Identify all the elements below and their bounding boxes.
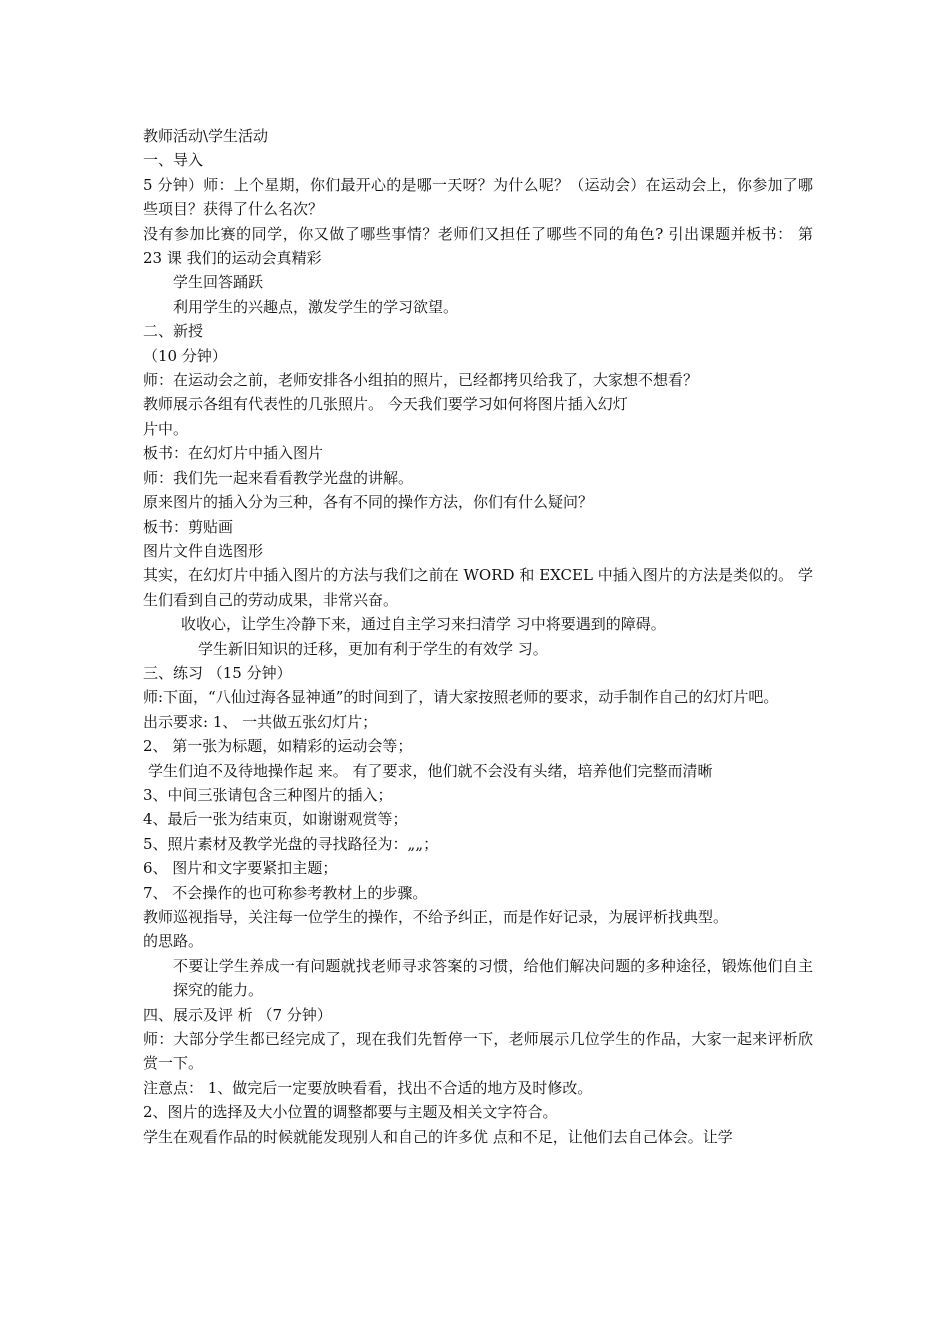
paragraph: 的思路。 (143, 932, 204, 951)
paragraph: 师:下面，“八仙过海各显神通”的时间到了，请大家按照老师的要求，动手制作自己的幻灯片吧。 (143, 688, 779, 707)
paragraph: 注意点： 1、做完后一定要放映看看，找出不合适的地方及时修改。 (143, 1078, 593, 1097)
column-heading: 教师活动\学生活动 (143, 127, 269, 145)
paragraph: 出示要求: 1、 一共做五张幻灯片； (143, 712, 378, 731)
section-heading-practice: 三、练习 （15 分钟） (143, 663, 292, 682)
paragraph: 教师展示各组有代表性的几张照片。 今天我们要学习如何将图片插入幻灯 (143, 395, 628, 414)
section-heading-show: 四、展示及评 析 （7 分钟） (143, 1005, 332, 1024)
paragraph: 6、 图片和文字要紧扣主题； (143, 859, 338, 878)
document-body (143, 124, 813, 1149)
paragraph: 板书：剪贴画 (143, 517, 234, 536)
paragraph: 学生们迫不及待地操作起 来。 有了要求，他们就不会没有头绪，培养他们完整而清晰 (148, 761, 713, 780)
paragraph: 不要让学生养成一有问题就找老师寻求答案的习惯，给他们解决问题的多种途径，锻炼他们自主探究的能力。 (173, 956, 813, 1000)
paragraph: 其实，在幻灯片中插入图片的方法与我们之前在 WORD 和 EXCEL 中插入图片的方法是类似的。 学生们看到自己的劳动成果，非常兴奋。 (143, 566, 813, 609)
paragraph: 5 分钟）师：上个星期，你们最开心的是哪一天呀？为什么呢？（运动会）在运动会上，你参加了哪些项目？获得了什么名次？ (143, 175, 813, 219)
paragraph: 利用学生的兴趣点，激发学生的学习欲望。 (173, 297, 459, 316)
paragraph: 4、最后一张为结束页，如谢谢观赏等； (143, 810, 408, 829)
paragraph: 7、 不会操作的也可称参考教材上的步骤。 (143, 883, 428, 902)
paragraph: 3、中间三张请包含三种图片的插入； (143, 785, 393, 804)
section-heading-new: 二、新授 (143, 322, 204, 341)
paragraph: 原来图片的插入分为三种，各有不同的操作方法，你们有什么疑问？ (143, 493, 594, 512)
paragraph: 学生在观看作品的时候就能发现别人和自己的许多优 点和不足，让他们去自己体会。让学 (143, 1127, 733, 1146)
paragraph: 学生新旧知识的迁移，更加有利于学生的有效学 习。 (198, 639, 548, 658)
paragraph: 师：我们先一起来看看教学光盘的讲解。 (143, 468, 414, 487)
paragraph: 2、 第一张为标题，如精彩的运动会等； (143, 737, 413, 756)
paragraph: 没有参加比赛的同学，你又做了哪些事情？老师们又担任了哪些不同的角色? 引出课题并板书： 第 23 课 我们的运动会真精彩 (143, 224, 813, 268)
paragraph: 板书：在幻灯片中插入图片 (143, 444, 324, 463)
paragraph: 片中。 (143, 419, 189, 438)
paragraph: 学生回答踊跃 (173, 273, 264, 292)
paragraph: 收收心，让学生冷静下来，通过自主学习来扫清学 习中将要遇到的障碍。 (181, 615, 666, 634)
paragraph: 2、图片的选择及大小位置的调整都要与主题及相关文字符合。 (143, 1103, 558, 1122)
paragraph: 师：大部分学生都已经完成了，现在我们先暂停一下，老师展示几位学生的作品，大家一起来评析欣赏一下。 (143, 1030, 813, 1073)
paragraph: 师：在运动会之前，老师安排各小组拍的照片，已经都拷贝给我了，大家想不想看？ (143, 371, 699, 390)
paragraph: 5、照片素材及教学光盘的寻找路径为：„„； (143, 834, 439, 853)
paragraph: （10 分钟） (143, 346, 227, 365)
section-heading-intro: 一、导入 (143, 151, 204, 170)
paragraph: 教师巡视指导，关注每一位学生的操作，不给予纠正，而是作好记录，为展评析找典型。 (143, 908, 729, 926)
paragraph: 图片文件自选图形 (143, 541, 264, 560)
